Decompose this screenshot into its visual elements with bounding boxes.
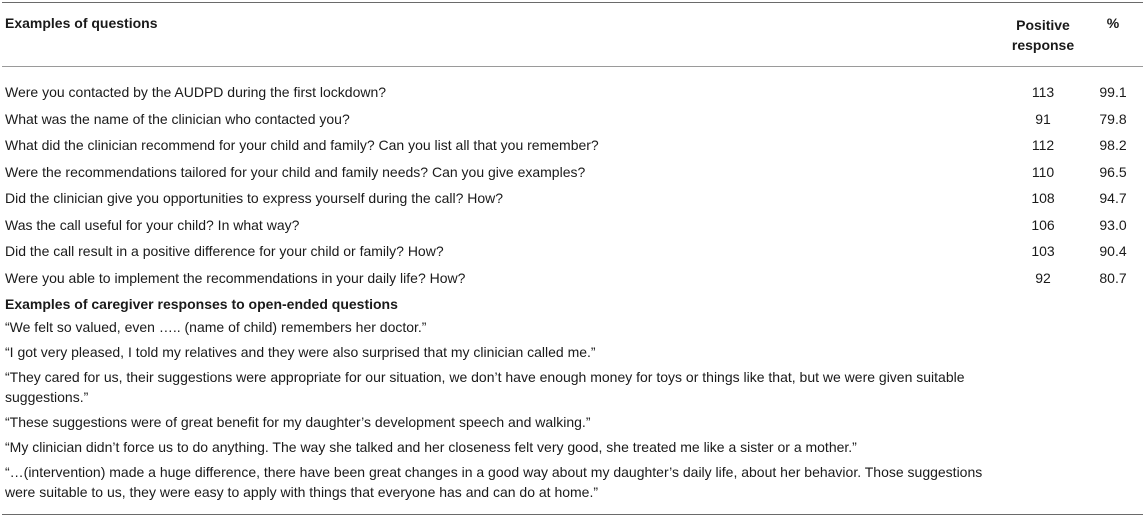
question-text: Did the clinician give you opportunities to express yourself during the call? How? xyxy=(5,190,504,207)
positive-count: 112 xyxy=(1031,137,1055,154)
question-text: What was the name of the clinician who contacted you? xyxy=(5,110,350,127)
positive-count: 91 xyxy=(1035,110,1051,127)
percent-value: 90.4 xyxy=(1099,243,1127,260)
responses-section-title: Examples of caregiver responses to open-ended questions xyxy=(5,296,398,312)
positive-count: 110 xyxy=(1031,163,1055,180)
percent-value: 93.0 xyxy=(1099,216,1127,233)
question-rows xyxy=(2,67,1143,291)
caregiver-quote: “These suggestions were of great benefit for my daughter’s development speech and walking.” xyxy=(5,414,591,430)
table-row xyxy=(2,106,1143,133)
table-header xyxy=(2,3,1143,67)
question-text: What did the clinician recommend for your child and family? Can you list all that you remember? xyxy=(5,137,599,154)
responses-list xyxy=(2,317,1143,502)
percent-value: 94.7 xyxy=(1099,190,1127,207)
positive-count: 113 xyxy=(1031,84,1055,101)
percent-value: 79.8 xyxy=(1099,110,1127,127)
table-bottom-spacer xyxy=(2,502,1143,514)
header-positive-response: Positive response xyxy=(1011,17,1075,53)
header-questions: Examples of questions xyxy=(5,15,158,31)
table-row xyxy=(2,265,1143,292)
caregiver-quote: “They cared for us, their suggestions were appropriate for our situation, we don’t have enough money for toys or things like that, but we were given suitable suggestions.” xyxy=(5,369,965,405)
positive-count: 92 xyxy=(1035,269,1051,286)
question-text: Were you contacted by the AUDPD during the first lockdown? xyxy=(5,84,387,101)
caregiver-quote: “…(intervention) made a huge difference, there have been great changes in a good way about my daughter’s daily life, about her behavior. Those suggestions were suitable to us, they were easy to apply with things that everyone has and can do at home.” xyxy=(5,464,983,500)
question-text: Were you able to implement the recommendations in your daily life? How? xyxy=(5,269,466,286)
positive-count: 108 xyxy=(1031,190,1055,207)
positive-count: 103 xyxy=(1031,243,1055,260)
table-row xyxy=(2,238,1143,265)
percent-value: 99.1 xyxy=(1099,84,1127,101)
caregiver-quote: “I got very pleased, I told my relatives and they were also surprised that my clinician called me.” xyxy=(5,344,596,360)
table-row xyxy=(2,159,1143,186)
question-text: Were the recommendations tailored for your child and family needs? Can you give examples? xyxy=(5,163,586,180)
percent-value: 96.5 xyxy=(1099,163,1127,180)
caregiver-quote: “My clinician didn’t force us to do anything. The way she talked and her closeness felt very good, she treated me like a sister or a mother.” xyxy=(5,439,857,455)
table-row xyxy=(2,79,1143,106)
question-text: Was the call useful for your child? In what way? xyxy=(5,216,300,233)
percent-value: 98.2 xyxy=(1099,137,1127,154)
positive-count: 106 xyxy=(1031,216,1055,233)
percent-value: 80.7 xyxy=(1099,269,1127,286)
caregiver-quote: “We felt so valued, even ….. (name of child) remembers her doctor.” xyxy=(5,319,427,335)
results-table xyxy=(2,2,1143,515)
question-text: Did the call result in a positive difference for your child or family? How? xyxy=(5,243,444,260)
table-row xyxy=(2,212,1143,239)
table-row xyxy=(2,185,1143,212)
header-percent: % xyxy=(1106,15,1120,31)
table-row xyxy=(2,132,1143,159)
